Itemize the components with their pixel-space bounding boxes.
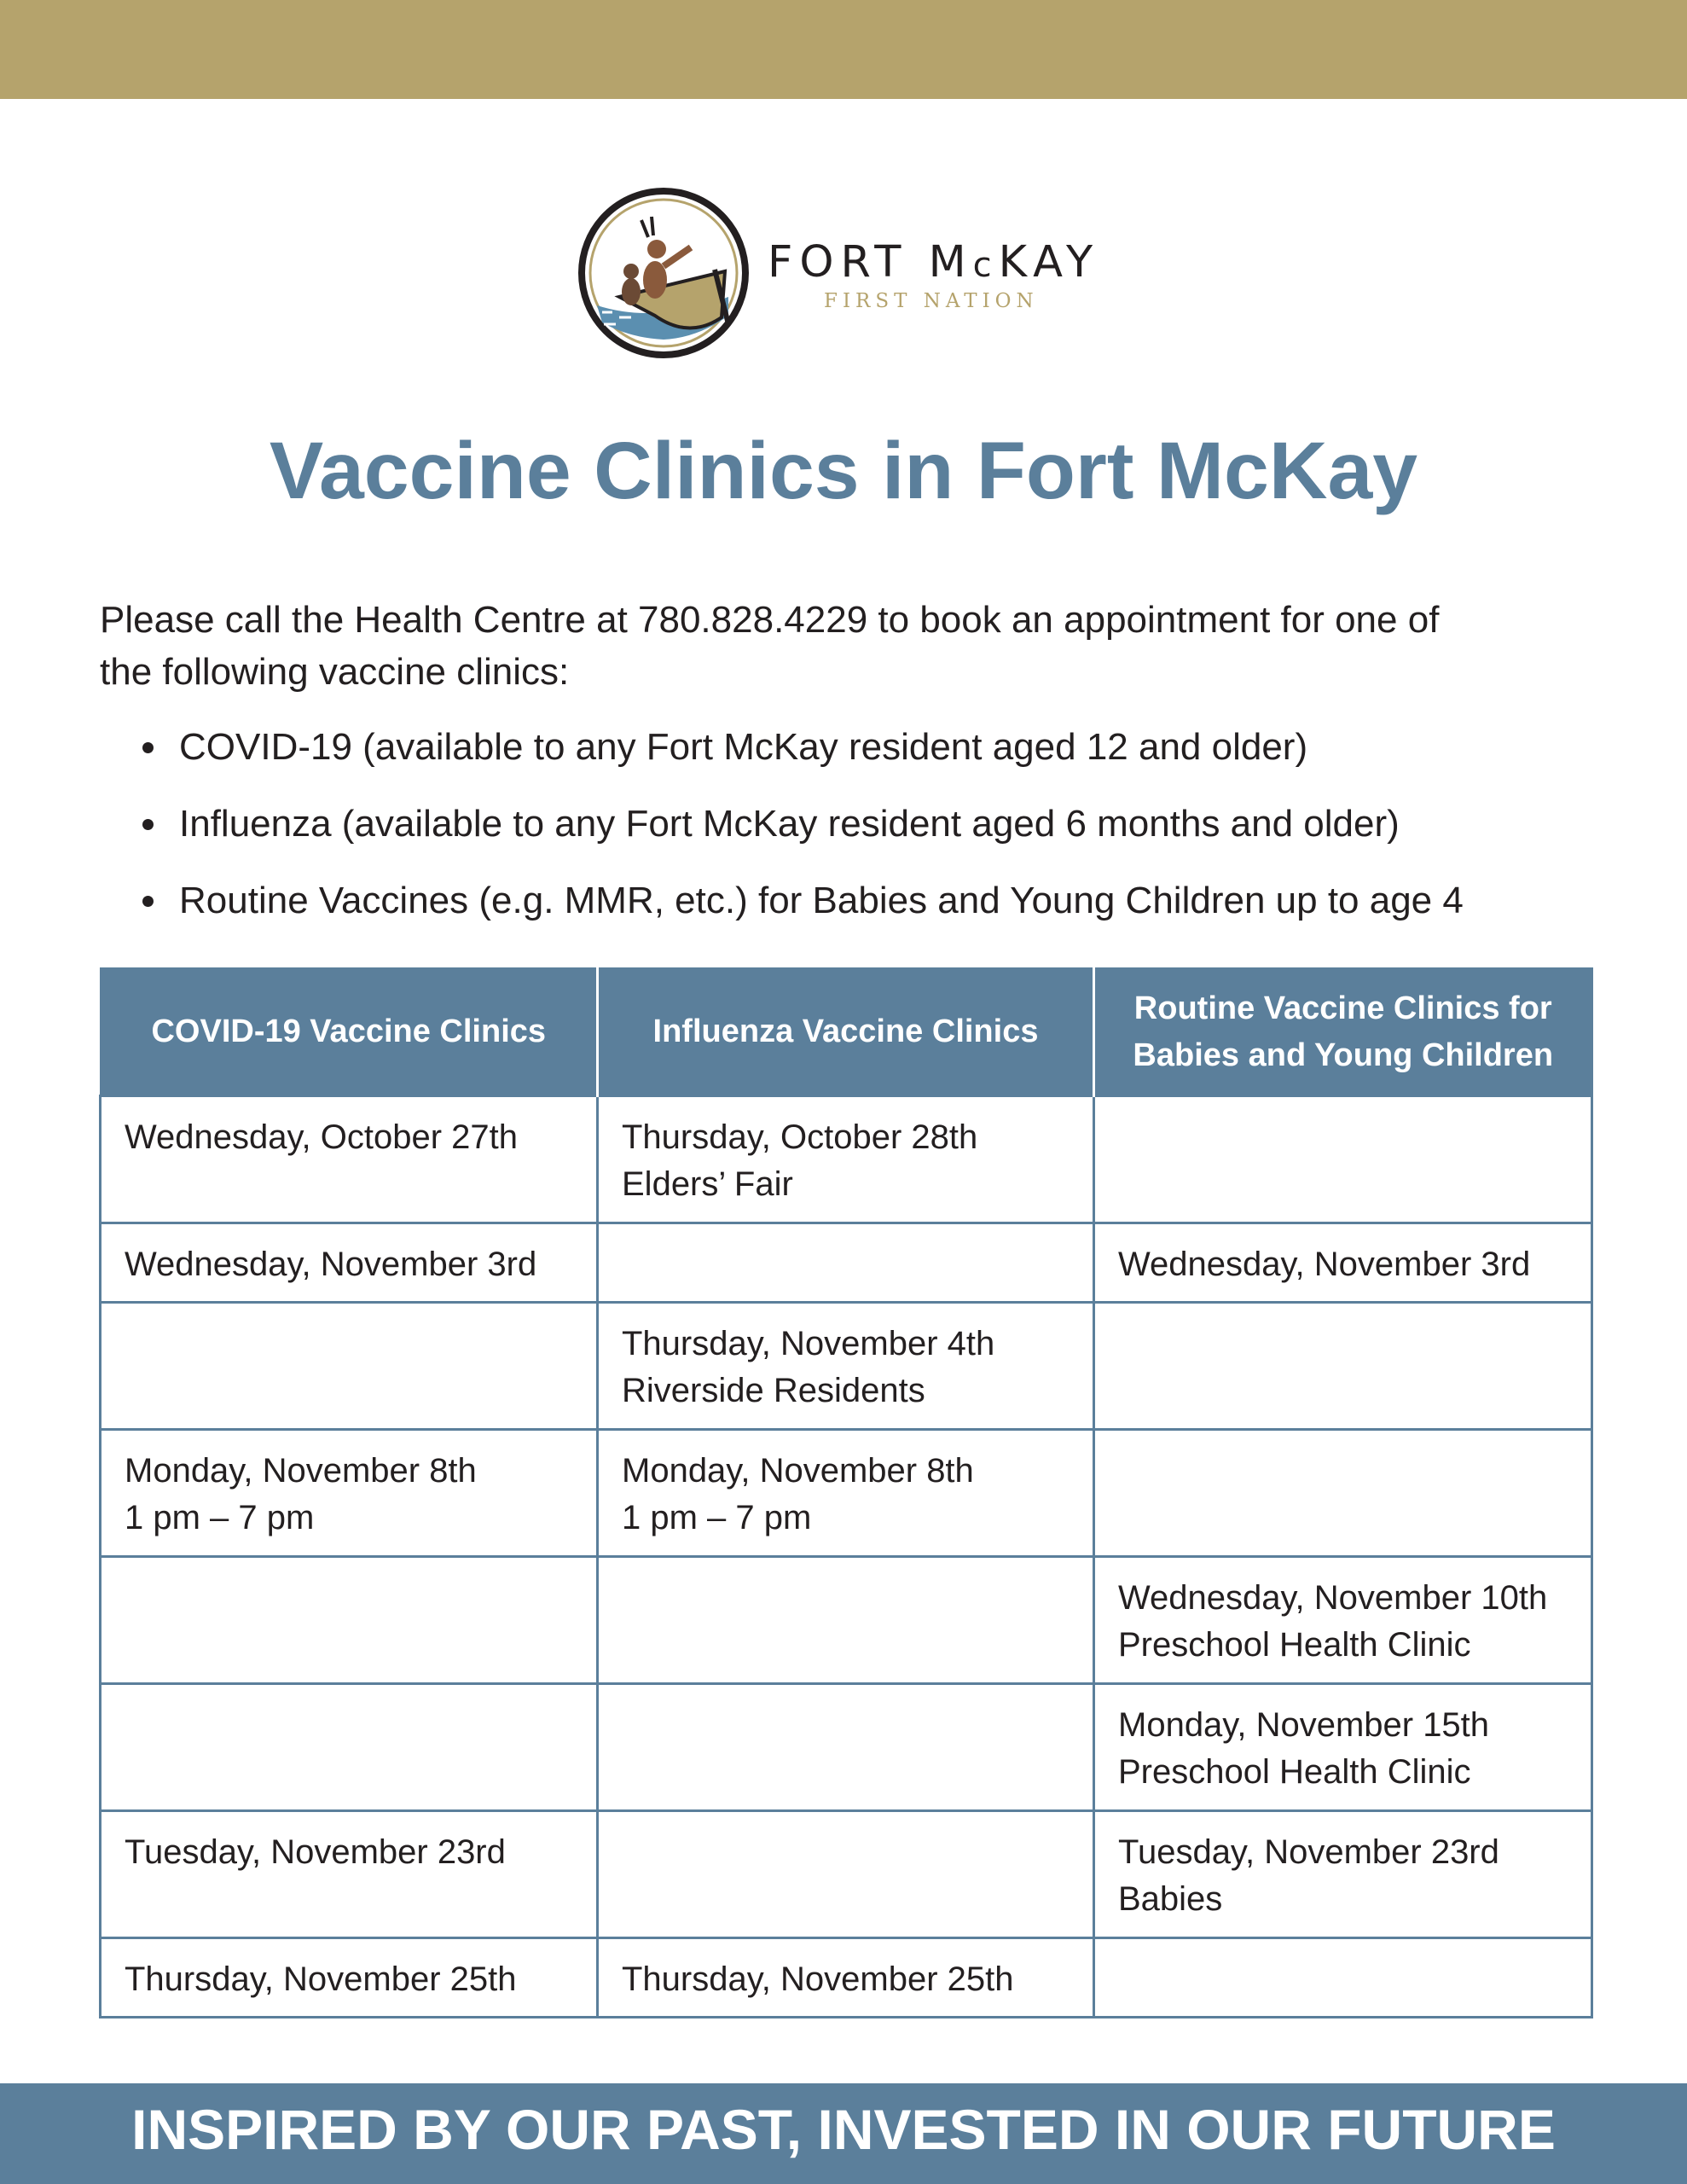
cell-line: Preschool Health Clinic bbox=[1118, 1626, 1471, 1664]
intro-line: the following vaccine clinics: bbox=[100, 651, 570, 693]
table-row bbox=[101, 1096, 1592, 1223]
cell-line: Wednesday, November 3rd bbox=[125, 1246, 537, 1283]
brand-name: FORT McKAY bbox=[768, 237, 1100, 288]
list-item bbox=[100, 799, 1601, 875]
cell-line: Monday, November 15th bbox=[1118, 1706, 1490, 1744]
bullet-icon bbox=[142, 896, 154, 907]
list-item-text: COVID-19 (available to any Fort McKay resident aged 12 and older) bbox=[179, 726, 1308, 768]
brand-subtitle: FIRST NATION bbox=[824, 290, 1039, 312]
table-row bbox=[101, 1684, 1592, 1811]
table-cell bbox=[598, 1303, 1094, 1430]
cell-line: Wednesday, November 10th bbox=[1118, 1579, 1548, 1617]
table-cell bbox=[598, 1684, 1094, 1811]
table-cell bbox=[598, 1430, 1094, 1557]
table-body bbox=[101, 1096, 1592, 2018]
list-item-text: Influenza (available to any Fort McKay resident aged 6 months and older) bbox=[179, 803, 1400, 845]
cell-line: Monday, November 8th bbox=[125, 1452, 477, 1490]
table-cell bbox=[101, 1684, 598, 1811]
cell-line: 1 pm – 7 pm bbox=[622, 1499, 812, 1536]
footer-tagline: INSPIRED BY OUR PAST, INVESTED IN OUR FUTURE bbox=[131, 2098, 1556, 2161]
table-cell bbox=[1094, 1223, 1592, 1303]
cell-line: Elders’ Fair bbox=[622, 1165, 793, 1203]
table-cell bbox=[1094, 1811, 1592, 1938]
table-cell bbox=[598, 1096, 1094, 1223]
table-cell bbox=[598, 1938, 1094, 2018]
table-cell bbox=[1094, 1938, 1592, 2018]
table-cell bbox=[598, 1811, 1094, 1938]
column-header-routine: Routine Vaccine Clinics for Babies and Young Children bbox=[1094, 968, 1592, 1096]
table-row bbox=[101, 1938, 1592, 2018]
cell-line: 1 pm – 7 pm bbox=[125, 1499, 315, 1536]
column-header-covid: COVID-19 Vaccine Clinics bbox=[101, 968, 598, 1096]
table-cell bbox=[101, 1557, 598, 1684]
table-header-row bbox=[101, 968, 1592, 1096]
table-row bbox=[101, 1303, 1592, 1430]
cell-line: Thursday, November 25th bbox=[125, 1960, 517, 1998]
table-cell bbox=[1094, 1684, 1592, 1811]
footer-band bbox=[0, 2083, 1687, 2184]
vaccine-list bbox=[100, 722, 1601, 952]
table-row bbox=[101, 1430, 1592, 1557]
canoe-emblem-icon bbox=[578, 188, 749, 358]
page-title: Vaccine Clinics in Fort McKay bbox=[269, 426, 1418, 516]
cell-line: Tuesday, November 23rd bbox=[1118, 1833, 1499, 1871]
column-header-influenza: Influenza Vaccine Clinics bbox=[598, 968, 1094, 1096]
intro-line: Please call the Health Centre at 780.828.4229 to book an appointment for one of bbox=[100, 599, 1440, 641]
cell-line: Tuesday, November 23rd bbox=[125, 1833, 506, 1871]
cell-line: Riverside Residents bbox=[622, 1372, 925, 1409]
table-cell bbox=[101, 1811, 598, 1938]
list-item-text: Routine Vaccines (e.g. MMR, etc.) for Babies and Young Children up to age 4 bbox=[179, 880, 1464, 921]
cell-line: Thursday, November 25th bbox=[622, 1960, 1014, 1998]
cell-line: Monday, November 8th bbox=[622, 1452, 974, 1490]
clinic-schedule-table bbox=[99, 967, 1593, 2018]
top-gold-band bbox=[0, 0, 1687, 99]
cell-line: Thursday, October 28th bbox=[622, 1118, 978, 1156]
table-cell bbox=[598, 1223, 1094, 1303]
table-cell bbox=[598, 1557, 1094, 1684]
cell-line: Wednesday, October 27th bbox=[125, 1118, 519, 1156]
intro-paragraph bbox=[100, 594, 1601, 698]
table-cell bbox=[101, 1938, 598, 2018]
fort-mckay-logo bbox=[578, 188, 1116, 363]
table-cell bbox=[1094, 1557, 1592, 1684]
table-cell bbox=[1094, 1096, 1592, 1223]
table-cell bbox=[1094, 1303, 1592, 1430]
table-cell bbox=[101, 1430, 598, 1557]
table-cell bbox=[101, 1303, 598, 1430]
cell-line: Preschool Health Clinic bbox=[1118, 1753, 1471, 1791]
table-row bbox=[101, 1223, 1592, 1303]
cell-line: Babies bbox=[1118, 1880, 1223, 1918]
table-row bbox=[101, 1557, 1592, 1684]
cell-line: Thursday, November 4th bbox=[622, 1325, 995, 1362]
table-row bbox=[101, 1811, 1592, 1938]
table-cell bbox=[101, 1096, 598, 1223]
cell-line: Wednesday, November 3rd bbox=[1118, 1246, 1531, 1283]
bullet-icon bbox=[142, 819, 154, 830]
bullet-icon bbox=[142, 742, 154, 753]
list-item bbox=[100, 875, 1601, 952]
list-item bbox=[100, 722, 1601, 799]
table-cell bbox=[1094, 1430, 1592, 1557]
table-cell bbox=[101, 1223, 598, 1303]
